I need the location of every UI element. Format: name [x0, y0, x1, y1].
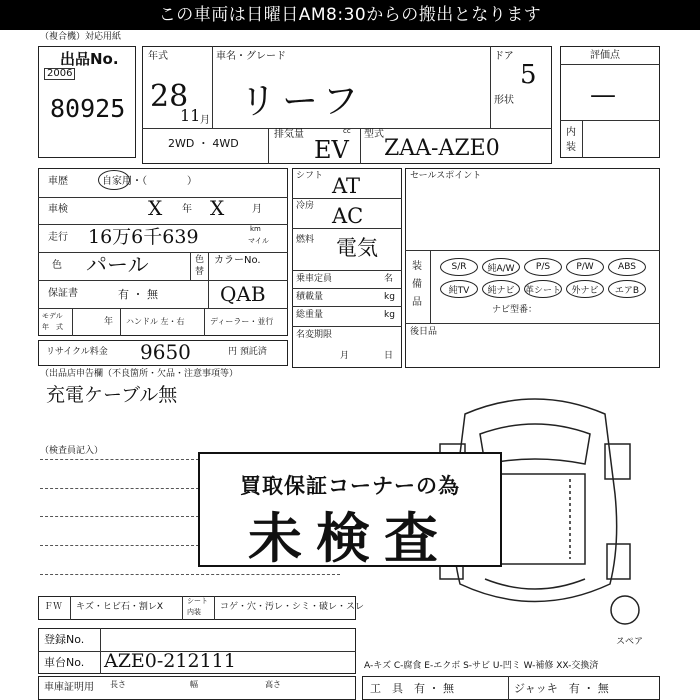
navi-label: ナビ型番： — [492, 305, 538, 315]
color-value: パール — [86, 253, 149, 277]
car-name-label: 車名・グレード — [216, 51, 286, 62]
year-unit: 年 — [182, 204, 192, 215]
cert-label: 車庫証明用 — [44, 682, 94, 693]
grid-line — [430, 250, 431, 323]
interior-label-2: 装 — [566, 142, 576, 153]
km-unit: km — [250, 225, 261, 233]
shift-value: AT — [332, 174, 361, 198]
spare-label: スペア — [616, 637, 644, 647]
header-note: （複合機）対応用紙 — [40, 32, 122, 42]
recycle-amount: 9650 — [140, 340, 191, 364]
capacity-label: 乗車定員 — [296, 274, 333, 284]
color-label: 色 — [52, 260, 62, 271]
grid-line — [212, 46, 213, 128]
inspection-month: X — [210, 196, 225, 220]
grid-line — [214, 596, 215, 620]
grid-line — [292, 270, 402, 271]
history-label: 車歴 — [48, 176, 68, 187]
equipment-item: P/S — [524, 258, 562, 276]
displacement-unit: cc — [343, 127, 351, 135]
lot-label: 出品No. — [60, 50, 119, 68]
inspection-year: X — [148, 196, 163, 220]
color-change-1: 色 — [195, 255, 205, 265]
type-code: ZAA-AZE0 — [384, 136, 500, 161]
grid-line — [182, 596, 183, 620]
tools-label: 工 具 有 ・ 無 — [370, 682, 454, 695]
grid-line — [560, 120, 660, 121]
history-options: 自家用・（ ） — [102, 176, 197, 187]
mileage-label: 走行 — [48, 232, 68, 243]
lot-number: 80925 — [50, 94, 126, 123]
name-change-label: 名変期限 — [296, 330, 333, 340]
interior-label-1: 内 — [566, 127, 576, 138]
grid-line — [360, 128, 361, 164]
score-label: 評価点 — [590, 50, 620, 61]
color-no-value: QAB — [220, 282, 266, 306]
type-label: 型式 — [364, 129, 384, 140]
month-unit: 月 — [200, 115, 210, 126]
seat-label-1: シート — [187, 597, 208, 605]
equipment-item: エアB — [608, 280, 646, 298]
displacement-value: EV — [314, 136, 349, 164]
gross-unit: kg — [384, 310, 395, 320]
grid-line — [292, 288, 402, 289]
year-tag: 2006 — [44, 68, 75, 80]
ac-label: 冷房 — [296, 201, 315, 211]
equip-label-1: 装 — [412, 261, 422, 272]
load-label: 積載量 — [296, 292, 324, 302]
equip-label-2: 備 — [412, 279, 422, 290]
warranty-options: 有 ・ 無 — [118, 288, 158, 301]
grid-line — [38, 308, 288, 309]
jack-label: ジャッキ 有 ・ 無 — [514, 682, 609, 695]
name-change-month: 月 — [340, 351, 350, 361]
cert-height: 高さ — [265, 680, 281, 689]
fuel-value: 電気 — [336, 236, 378, 260]
shift-label: シフト — [296, 171, 324, 181]
grid-line — [582, 120, 583, 158]
ac-value: AC — [332, 204, 364, 228]
handle-label: ハンドル 左・右 — [126, 317, 185, 326]
mileage-value: 16万6千639 — [88, 226, 199, 248]
model-month-value: 11 — [180, 106, 201, 125]
no-inspection-stamp — [198, 452, 502, 570]
gross-label: 総重量 — [296, 310, 324, 320]
equipment-item: 革シート — [524, 280, 562, 298]
grid-line — [490, 46, 491, 128]
seat-desc: コゲ・穴・汚レ・シミ・破レ・スレ — [220, 602, 365, 612]
grid-line — [208, 252, 209, 308]
equipment-item: 純A/W — [482, 258, 520, 276]
equipment-item: S/R — [440, 258, 478, 276]
inspection-label: 車検 — [48, 204, 68, 215]
equip-label-3: 品 — [412, 297, 422, 308]
recycle-label: リサイクル料金 — [46, 347, 108, 357]
grid-line — [38, 280, 288, 281]
equipment-item: P/W — [566, 258, 604, 276]
equipment-item: 純TV — [440, 280, 478, 298]
model-year-value: 28 — [150, 79, 189, 114]
drive-label: 2WD ・ 4WD — [168, 137, 239, 150]
warranty-label: 保証書 — [48, 288, 78, 299]
grid-line — [70, 596, 71, 620]
score-value: — — [590, 80, 616, 110]
grid-line — [268, 128, 269, 164]
model-label-2: 年 式 — [42, 323, 63, 331]
stamp-line-2: 未検査 — [248, 507, 452, 570]
grid-line — [100, 628, 101, 674]
inspector-label: （検査員記入） — [40, 446, 104, 456]
load-unit: kg — [384, 292, 395, 302]
cert-width: 幅 — [190, 680, 198, 689]
cert-length: 長さ — [110, 680, 126, 689]
remarks-label: （出品店申告欄（不良箇所・欠品・注意事項等） — [40, 369, 239, 379]
mile-unit: マイル — [248, 237, 269, 245]
capacity-unit: 名 — [384, 274, 394, 284]
grid-line — [204, 308, 205, 336]
chassis-label: 車台No. — [44, 656, 85, 669]
model-year-unit: 年 — [104, 317, 114, 327]
recycle-unit: 円 預託済 — [228, 347, 267, 357]
grid-line — [405, 250, 660, 251]
inspection-month-unit: 月 — [252, 204, 262, 215]
model-year-label: 年式 — [148, 51, 168, 62]
fw-desc: キズ・ヒビ石・割レX — [76, 602, 163, 612]
doors-value: 5 — [520, 60, 537, 90]
name-change-day: 日 — [384, 351, 394, 361]
top-banner: この車両は日曜日AM8:30からの搬出となります — [0, 0, 700, 30]
car-name-value: リーフ — [240, 81, 365, 122]
grid-line — [40, 574, 340, 575]
grid-line — [190, 252, 191, 280]
fuel-label: 燃料 — [296, 235, 315, 245]
grid-line — [508, 676, 509, 700]
equipment-item: 外ナビ — [566, 280, 604, 298]
stamp-line-1: 買取保証コーナーの為 — [240, 474, 460, 498]
color-no-label: カラーNo. — [214, 255, 261, 266]
model-label-1: モデル — [42, 312, 63, 320]
grid-line — [120, 308, 121, 336]
grid-line — [292, 198, 402, 199]
grid-line — [405, 323, 660, 324]
later-label: 後日品 — [410, 327, 438, 337]
damage-legend: A-キズ C-腐食 E-エクボ S-サビ U-凹ミ W-補修 XX-交換済 — [364, 661, 599, 671]
equipment-item: 純ナビ — [482, 280, 520, 298]
sales-point-label: セールスポイント — [410, 171, 482, 181]
chassis-no: AZE0-212111 — [104, 650, 236, 672]
grid-line — [292, 326, 402, 327]
grid-line — [560, 64, 660, 65]
reg-label: 登録No. — [44, 633, 85, 646]
history-circle — [98, 170, 130, 190]
doors-label: ドア — [494, 51, 514, 62]
dealer-label: ディーラー・並行 — [210, 317, 274, 326]
grid-line — [292, 228, 402, 229]
body-label: 形状 — [494, 95, 514, 106]
grid-line — [292, 306, 402, 307]
seat-label-2: 内装 — [187, 608, 201, 616]
fw-label: ＦＷ — [44, 602, 63, 612]
grid-line — [72, 308, 73, 336]
remarks-value: 充電ケーブル無 — [46, 384, 178, 406]
grid-line — [38, 252, 288, 253]
displacement-label: 排気量 — [274, 129, 304, 140]
color-change-2: 替 — [195, 267, 205, 277]
equipment-item: ABS — [608, 258, 646, 276]
grid-line — [38, 197, 288, 198]
